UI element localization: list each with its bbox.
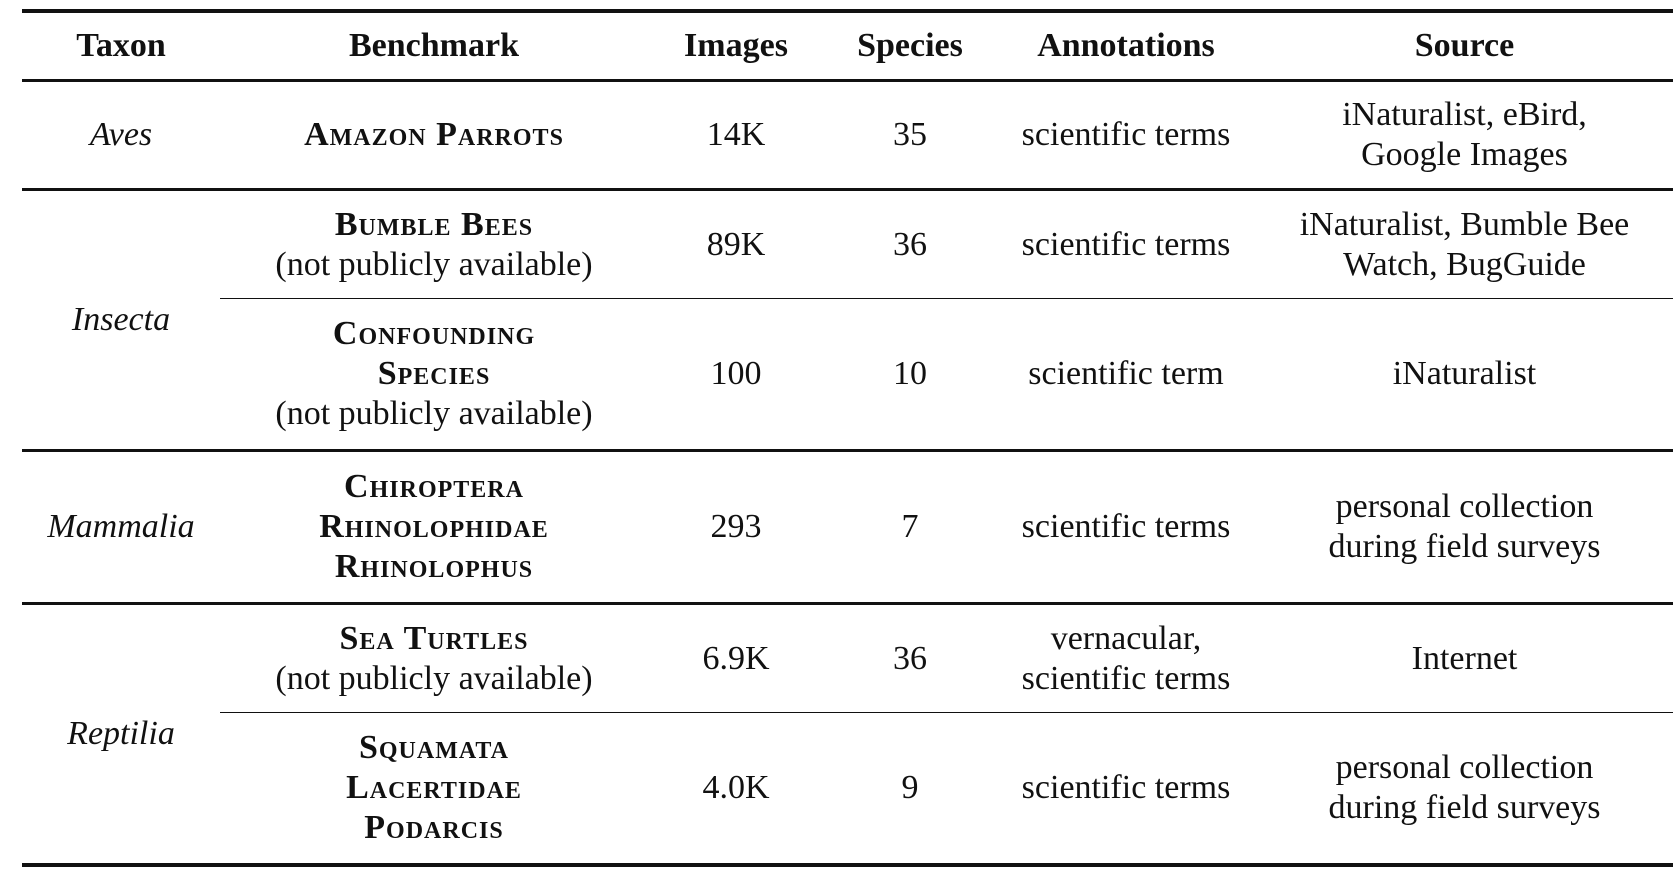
source-line: iNaturalist: [1392, 355, 1537, 392]
table-row: [22, 604, 1673, 713]
annotations-cell: [996, 713, 1256, 866]
taxon-cell-aves: Aves: [89, 116, 153, 153]
images-cell: 100: [648, 299, 824, 451]
benchmark-cell: [220, 299, 648, 451]
benchmark-name: Chiroptera: [344, 468, 524, 505]
species-cell: 36: [893, 225, 927, 263]
annotations-line: scientific terms: [1021, 769, 1231, 806]
benchmark-name: Sea Turtles: [339, 619, 529, 657]
benchmark-name: Bumble Bees: [334, 205, 534, 243]
header-annotations: Annotations: [1037, 27, 1215, 64]
table-row: [22, 713, 1673, 866]
species-cell: 35: [893, 116, 927, 153]
benchmark-cell: [220, 604, 648, 713]
header-taxon: Taxon: [76, 27, 166, 64]
benchmark-name: Rhinolophus: [334, 548, 534, 585]
benchmark-name: Amazon Parrots: [304, 116, 564, 153]
benchmark-cell: [220, 190, 648, 299]
benchmark-name: Lacertidae: [346, 769, 522, 806]
header-images: Images: [684, 27, 788, 64]
source-line: iNaturalist, eBird,: [1342, 96, 1587, 133]
annotations-cell: [996, 299, 1256, 451]
benchmark-note: (not publicly available): [275, 245, 593, 283]
benchmark-note: (not publicly available): [275, 659, 593, 697]
annotations-line: scientific terms: [1021, 508, 1231, 545]
source-cell: [1256, 451, 1673, 604]
benchmark-cell: [220, 713, 648, 866]
taxon-cell-mammalia: Mammalia: [47, 508, 195, 545]
annotations-cell: [996, 81, 1256, 190]
benchmark-name: Species: [377, 355, 491, 392]
source-line: during field surveys: [1328, 789, 1601, 826]
source-cell: [1256, 81, 1673, 190]
header-species: Species: [857, 27, 963, 64]
benchmark-name: Rhinolophidae: [319, 508, 549, 545]
table-row: [22, 190, 1673, 299]
species-cell: 9: [824, 713, 996, 866]
source-line: Google Images: [1361, 136, 1568, 173]
source-line: Watch, BugGuide: [1343, 245, 1586, 283]
species-cell: 10: [824, 299, 996, 451]
benchmark-name: Squamata: [358, 729, 509, 766]
source-cell: [1256, 190, 1673, 299]
source-line: personal collection: [1335, 749, 1594, 786]
benchmark-name: Podarcis: [364, 809, 504, 846]
images-cell: 293: [710, 508, 762, 545]
benchmark-table-container: [22, 9, 1673, 867]
benchmark-note: (not publicly available): [275, 395, 593, 432]
taxon-cell-reptilia: Reptilia: [67, 715, 175, 752]
source-cell: [1256, 299, 1673, 451]
images-cell: 6.9K: [702, 639, 770, 677]
source-cell: [1256, 713, 1673, 866]
source-line: during field surveys: [1328, 528, 1601, 565]
benchmark-cell: [220, 451, 648, 604]
annotations-line: vernacular,: [1050, 619, 1202, 657]
source-line: iNaturalist, Bumble Bee: [1299, 205, 1630, 243]
taxon-cell-insecta: Insecta: [71, 301, 171, 338]
header-benchmark: Benchmark: [349, 27, 519, 64]
table-row: [22, 81, 1673, 190]
annotations-line: scientific term: [1028, 355, 1224, 392]
annotations-cell: [996, 451, 1256, 604]
images-cell: 4.0K: [648, 713, 824, 866]
source-cell: [1256, 604, 1673, 713]
benchmark-cell: [220, 81, 648, 190]
table-row: [22, 451, 1673, 604]
annotations-cell: [996, 190, 1256, 299]
species-cell: 7: [901, 508, 919, 545]
source-line: Internet: [1411, 639, 1518, 677]
table-header-row: [22, 11, 1673, 81]
annotations-line: scientific terms: [1021, 225, 1231, 263]
header-source: Source: [1414, 27, 1515, 64]
annotations-line: scientific terms: [1021, 116, 1231, 153]
images-cell: 14K: [706, 116, 766, 153]
annotations-cell: [996, 604, 1256, 713]
images-cell: 89K: [706, 225, 766, 263]
benchmark-table: [22, 9, 1673, 867]
species-cell: 36: [893, 639, 927, 677]
annotations-line: scientific terms: [1021, 659, 1231, 697]
benchmark-name: Confounding: [332, 315, 536, 352]
table-row: [22, 299, 1673, 451]
source-line: personal collection: [1335, 488, 1594, 525]
